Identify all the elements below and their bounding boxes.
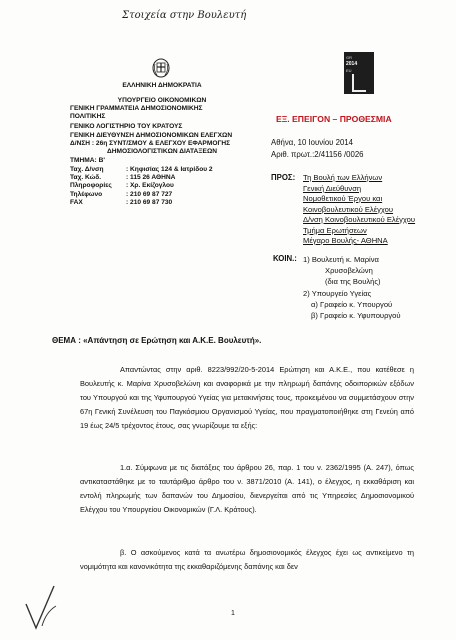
contact-label: FAX [70, 198, 83, 206]
subject-line: ΘΕΜΑ : «Απάντηση σε Ερώτηση και Α.Κ.Ε. Βουλευτή». [52, 336, 262, 345]
cc-line: Χρυσοβελώνη [325, 266, 373, 276]
document-date: Αθήνα, 10 Ιουνίου 2014 [271, 138, 353, 147]
contact-value: : Χρ. Εκίζογλου [126, 182, 174, 190]
cc-line: 1) Βουλευτή κ. Μαρίνα [303, 255, 379, 264]
issuer-secretariat-2: ΠΟΛΙΤΙΚΗΣ [70, 113, 106, 120]
body-paragraph: Απαντώντας στην αριθ. 8223/992/20-5-2014 Ερώτηση και Α.Κ.Ε., που κατέθεσε η Βουλευτής κ. Μαρίνα Χρυσοβελώνη και αναφορικά με την πληρωμή δαπάνης οδοιπορικών εξόδων του Υπουργού και της Υφυπουργού Υγείας για μετακινήσεις τους, προκειμένου να συμμετάσχουν στην 67η Γενική Συνέλευση του Παγκόσμιου Οργανισμού Υγείας, που πραγματοποιήθηκε στη Γενεύη από 19 έως 24/5 τρέχοντος έτους, σας γνωρίζουμε τα εξής: [80, 365, 414, 430]
logo-mark-icon [352, 74, 366, 92]
contact-row [70, 191, 213, 199]
issuer-division: Δ/ΝΣΗ : 26η ΣΥΝΤ/ΣΜΟΥ & ΕΛΕΓΧΟΥ ΕΦΑΡΜΟΓΗΣ [70, 140, 231, 147]
contact-row [70, 182, 213, 190]
contact-label: Ταχ. Κώδ. [70, 174, 102, 182]
cc-line: α) Γραφείο κ. Υπουργού [311, 299, 393, 309]
logo-year: 2014 [346, 61, 358, 67]
contact-label: Πληροφορίες [70, 182, 112, 190]
cc-label: ΚΟΙΝ.: [273, 254, 297, 263]
contact-value: : 115 26 ΑΘΗΝΑ [126, 174, 176, 182]
cc-line: β) Γραφείο κ. Υφυπουργού [311, 311, 401, 321]
contact-value: : 210 69 87 730 [126, 198, 173, 206]
recipient-line: Τμήμα Ερωτήσεων [303, 225, 367, 235]
contact-label: Ταχ. Δ/νση [70, 166, 104, 173]
body-paragraph: β. Ο ασκούμενος κατά τα ανωτέρω δημοσιονομικός έλεγχος έχει ως αντικείμενο τη νομιμότητα και κανονικότητα της εκκαθαριζόμενης δαπάνης και δεν [80, 548, 414, 571]
page-number: 1 [231, 610, 235, 617]
issuer-country: ΕΛΛΗΝΙΚΗ ΔΗΜΟΚΡΑΤΙΑ [122, 82, 202, 89]
recipient-line: Τη Βουλή των Ελλήνων [303, 173, 383, 182]
issuer-department: ΤΜΗΜΑ: Β' [70, 157, 105, 164]
logo-country-code: GR [346, 55, 352, 60]
coat-of-arms-icon [152, 58, 170, 78]
contact-value: : Κηφισίας 124 & Ιατρίδου 2 [126, 166, 213, 173]
recipient-line: Μέγαρο Βουλής- ΑΘΗΝΑ [303, 236, 388, 245]
recipient-line: Νομοθετικού Έργου και [303, 194, 383, 203]
contact-row [70, 166, 213, 174]
contact-value: : 210 69 87 727 [126, 190, 173, 198]
contact-block [70, 166, 213, 207]
body-paragraph: 1.α. Σύμφωνα με τις διατάξεις του άρθρου 26, παρ. 1 του ν. 2362/1995 (Α. 247), όπως αντικαταστάθηκε με το ταυτάριθμο άρθρο του ν. 3871/2010 (Α. 141), ο έλεγχος, η εκκαθάριση και εντολή πληρωμής των δαπανών του Δημοσίου, διενεργείται από τις Υπηρεσίες Δημοσιονομικού Ελέγχου του Υπουργείου Οικονομικών (Γ.Λ. Κράτους). [80, 463, 414, 514]
cc-line: (δια της Βουλής) [325, 277, 381, 287]
contact-row [70, 199, 213, 207]
handwritten-note: Στοιχεία στην Βουλευτή [122, 10, 247, 21]
contact-label: Τηλέφωνο [70, 190, 103, 198]
issuer-division-2: ΔΗΜΟΣΙΟΛΟΓΙΣΤΙΚΩΝ ΔΙΑΤΑΞΕΩΝ [107, 148, 217, 155]
logo-label: EU [346, 68, 352, 73]
issuer-secretariat: ΓΕΝΙΚΗ ΓΡΑΜΜΑΤΕΙΑ ΔΗΜΟΣΙΟΝΟΜΙΚΗΣ [70, 105, 203, 112]
cc-line: 2) Υπουργείο Υγείας [303, 288, 372, 298]
recipient-line: Γενική Διεύθυνση [303, 183, 362, 193]
recipient-line: Δ/νση Κοινοβουλευτικού Ελέγχου [303, 215, 416, 224]
issuer-ministry: ΥΠΟΥΡΓΕΙΟ ΟΙΚΟΝΟΜΙΚΩΝ [117, 97, 207, 104]
handwritten-mark-icon [22, 582, 62, 632]
issuer-accounting-office: ΓΕΝΙΚΟ ΛΟΓΙΣΤΗΡΙΟ ΤΟΥ ΚΡΑΤΟΥΣ [70, 123, 183, 130]
issuer-directorate: ΓΕΝΙΚΗ ΔΙΕΥΘΥΝΣΗ ΔΗΜΟΣΙΟΝΟΜΙΚΩΝ ΕΛΕΓΧΩΝ [70, 132, 233, 139]
eu-presidency-logo [344, 52, 374, 94]
protocol-number: Αριθ. πρωτ.:2/41156 /0026 [271, 150, 364, 159]
recipient-line: Κοινοβουλευτικού Ελέγχου [303, 204, 394, 214]
recipient-label: ΠΡΟΣ: [271, 173, 296, 182]
priority-label: ΕΞ. ΕΠΕΙΓΟΝ – ΠΡΟΘΕΣΜΙΑ [276, 114, 392, 124]
recipient-block [303, 173, 415, 247]
cc-block [303, 254, 401, 321]
